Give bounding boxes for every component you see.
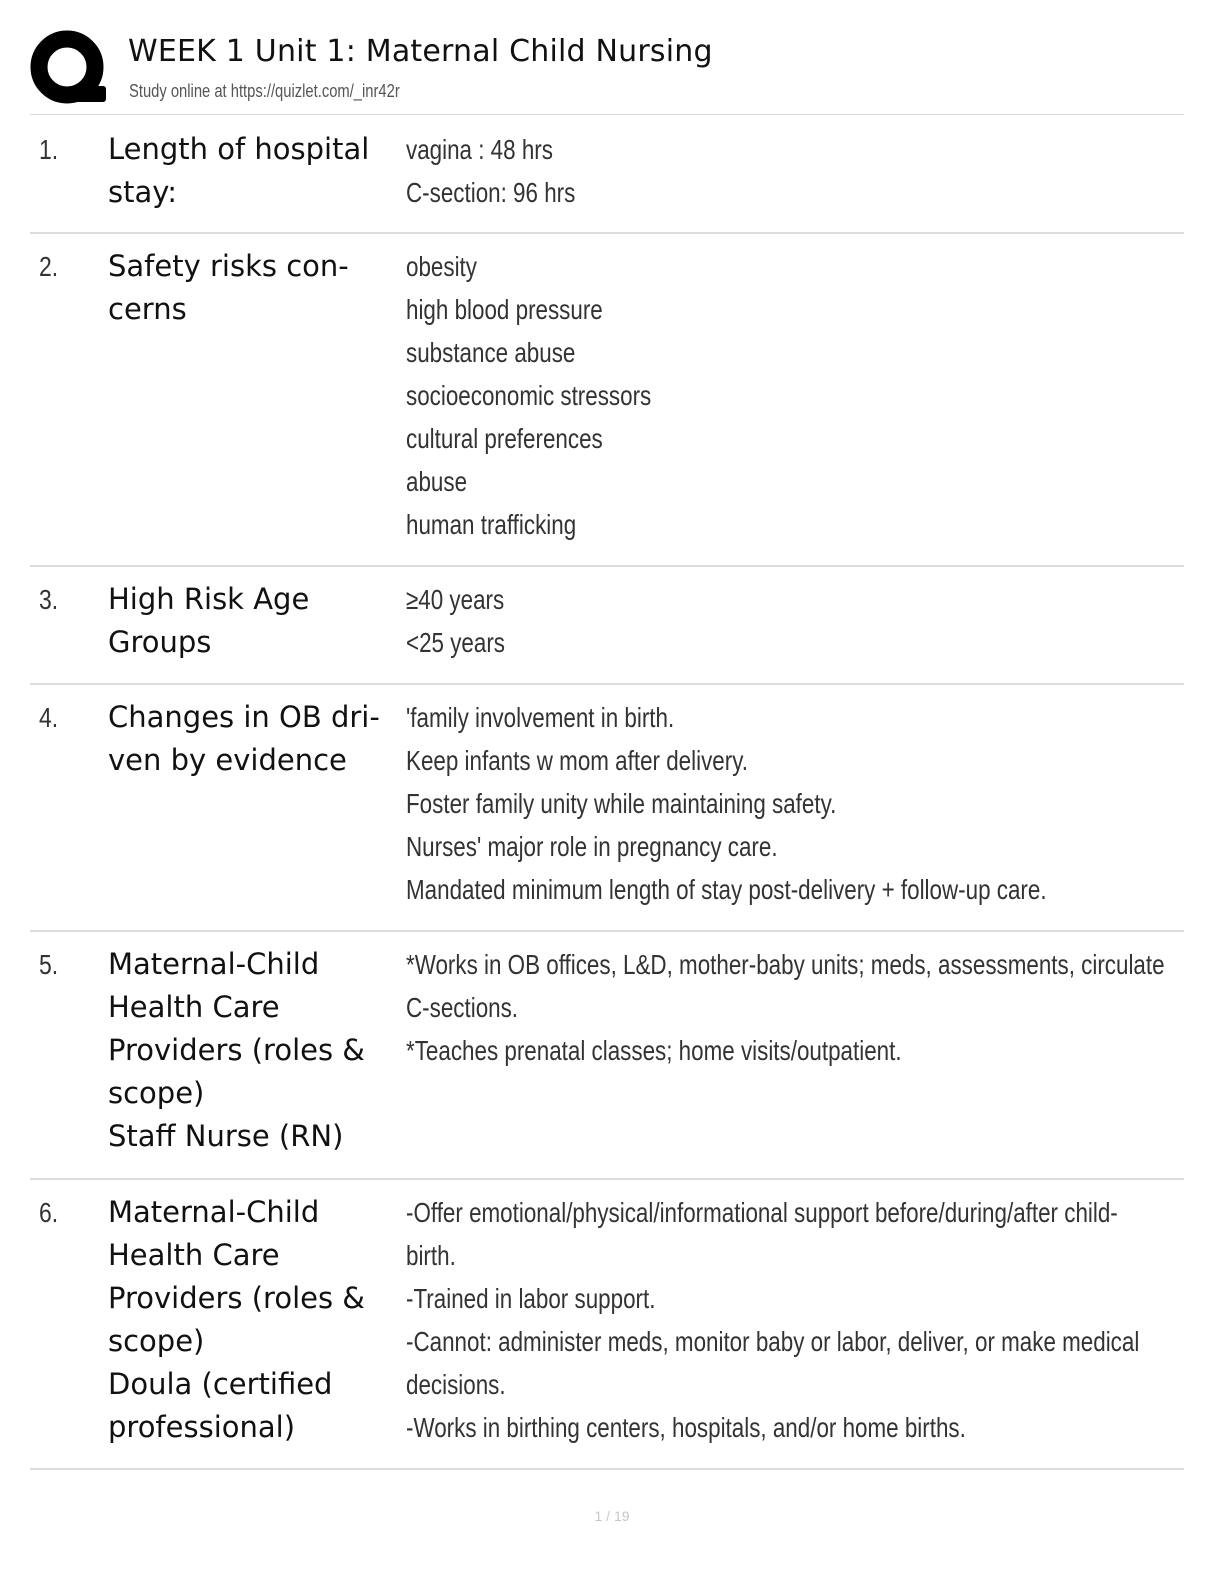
definition-line: <25 years — [406, 627, 505, 658]
definition-line: abuse — [406, 466, 468, 497]
definition-line: cultural preferences — [406, 423, 603, 454]
definition-line: obesity — [406, 251, 477, 282]
flashcard-4 — [30, 696, 1184, 932]
card-definition — [406, 943, 1174, 1072]
card-number: 4. — [39, 702, 59, 733]
card-number: 6. — [39, 1197, 59, 1228]
term-line: ven by evidence — [108, 743, 347, 777]
card-definition — [406, 245, 1174, 546]
definition-line: high blood pressure — [406, 294, 603, 325]
card-term — [108, 1191, 393, 1449]
term-line: Providers (roles & — [108, 1281, 365, 1315]
term-line: Doula (certified — [108, 1367, 333, 1401]
definition-line: *Works in OB offices, L&D, mother-baby units; meds, assessments, circulate — [406, 949, 1165, 980]
card-term — [108, 943, 393, 1158]
term-line: Maternal-Child — [108, 947, 320, 981]
definition-line: *Teaches prenatal classes; home visits/outpatient. — [406, 1035, 902, 1066]
term-line: scope) — [108, 1324, 205, 1358]
flashcard-6 — [30, 1191, 1184, 1470]
definition-line: vagina : 48 hrs — [406, 134, 553, 165]
card-number: 5. — [39, 949, 59, 980]
page-header — [30, 28, 1184, 115]
flashcard-1 — [30, 128, 1184, 234]
term-line: professional) — [108, 1410, 296, 1444]
card-definition — [406, 1191, 1174, 1449]
term-line: stay: — [108, 175, 178, 209]
definition-line: ≥40 years — [406, 584, 505, 615]
card-number: 1. — [39, 134, 59, 165]
term-line: Health Care — [108, 1238, 280, 1272]
definition-line: decisions. — [406, 1369, 506, 1400]
card-definition — [406, 128, 1174, 214]
definition-line: socioeconomic stressors — [406, 380, 652, 411]
definition-line: C-section: 96 hrs — [406, 177, 576, 208]
definition-line: C-sections. — [406, 992, 519, 1023]
definition-line: Keep infants w mom after delivery. — [406, 745, 748, 776]
term-line: cerns — [108, 292, 187, 326]
card-term — [108, 245, 393, 331]
term-line: Safety risks con- — [108, 249, 349, 283]
definition-line: -Cannot: administer meds, monitor baby or labor, deliver, or make medical — [406, 1326, 1140, 1357]
term-line: Groups — [108, 625, 212, 659]
flashcard-2 — [30, 245, 1184, 567]
term-line: Staff Nurse (RN) — [108, 1119, 344, 1153]
definition-line: substance abuse — [406, 337, 576, 368]
term-line: Maternal-Child — [108, 1195, 320, 1229]
flashcard-5 — [30, 943, 1184, 1180]
term-line: Health Care — [108, 990, 280, 1024]
card-term — [108, 578, 393, 664]
card-number: 3. — [39, 584, 59, 615]
term-line: scope) — [108, 1076, 205, 1110]
card-definition — [406, 696, 1174, 911]
term-line: Length of hospital — [108, 132, 370, 166]
definition-line: -Offer emotional/physical/informational support before/during/after child- — [406, 1197, 1118, 1228]
definition-line: -Works in birthing centers, hospitals, and/or home births. — [406, 1412, 966, 1443]
definition-line: birth. — [406, 1240, 456, 1271]
card-definition — [406, 578, 1174, 664]
page-number: 1 / 19 — [594, 1508, 630, 1524]
card-term — [108, 128, 393, 214]
definition-line: Mandated minimum length of stay post-delivery + follow-up care. — [406, 874, 1047, 905]
definition-line: -Trained in labor support. — [406, 1283, 656, 1314]
flashcard-3 — [30, 578, 1184, 685]
quizlet-logo-icon — [30, 30, 108, 108]
page-title: WEEK 1 Unit 1: Maternal Child Nursing — [128, 34, 713, 69]
definition-line: 'family involvement in birth. — [406, 702, 675, 733]
term-line: Changes in OB dri- — [108, 700, 380, 734]
term-line: High Risk Age — [108, 582, 310, 616]
definition-line: human trafficking — [406, 509, 577, 540]
card-term — [108, 696, 393, 782]
term-line: Providers (roles & — [108, 1033, 365, 1067]
card-number: 2. — [39, 251, 59, 282]
definition-line: Foster family unity while maintaining safety. — [406, 788, 837, 819]
study-link[interactable]: Study online at https://quizlet.com/_inr42r — [129, 81, 400, 101]
definition-line: Nurses' major role in pregnancy care. — [406, 831, 778, 862]
